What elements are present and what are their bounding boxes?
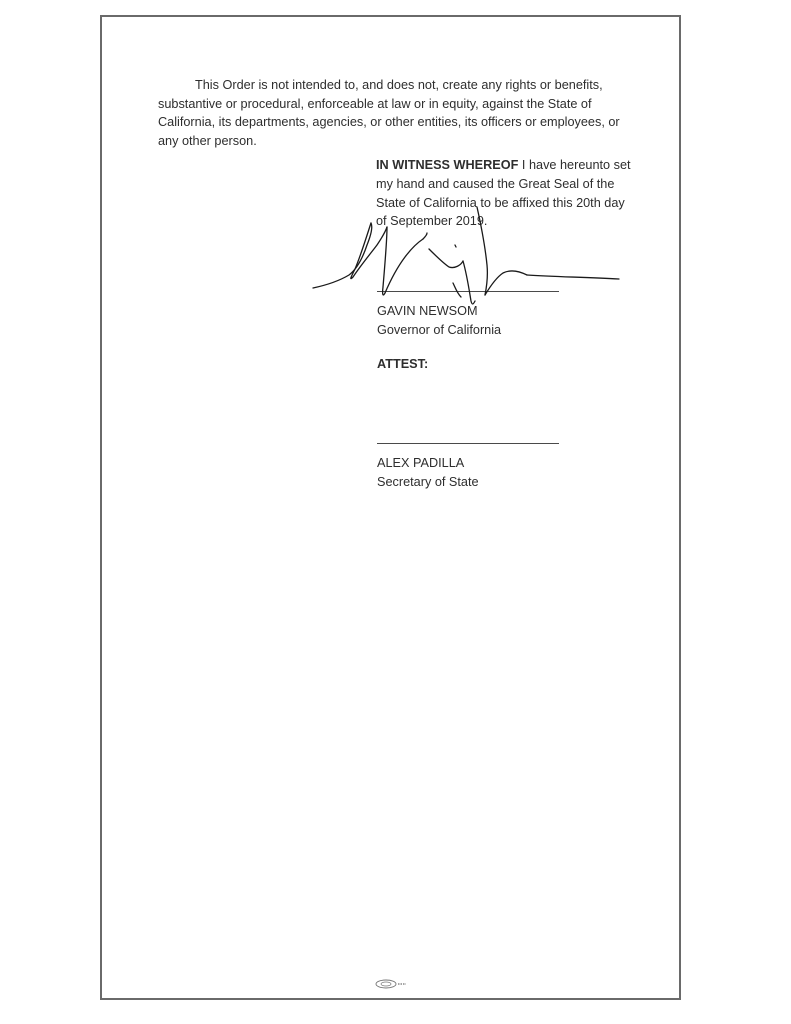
secretary-name: ALEX PADILLA <box>377 456 465 470</box>
secretary-block <box>377 454 479 491</box>
secretary-title: Secretary of State <box>377 474 479 489</box>
attest-label: ATTEST: <box>377 357 429 371</box>
governor-name: GAVIN NEWSOM <box>377 304 478 318</box>
governor-block <box>377 302 501 339</box>
order-disclaimer-paragraph: This Order is not intended to, and does not, create any rights or benefits, substantive or procedural, enforceable at law or in equity, against the State of California, its departments, agencies, or other entities, its officers or employees, or any other person. <box>158 78 620 148</box>
union-label-icon <box>372 978 408 990</box>
witness-heading: IN WITNESS WHEREOF <box>376 158 519 172</box>
witness-body: I have hereunto set my hand and caused the Great Seal of the State of California to be affixed this 20th day of September 2019. <box>376 158 631 229</box>
governor-title: Governor of California <box>377 322 502 337</box>
secretary-signature-line <box>377 443 559 444</box>
governor-signature-icon <box>305 205 625 315</box>
